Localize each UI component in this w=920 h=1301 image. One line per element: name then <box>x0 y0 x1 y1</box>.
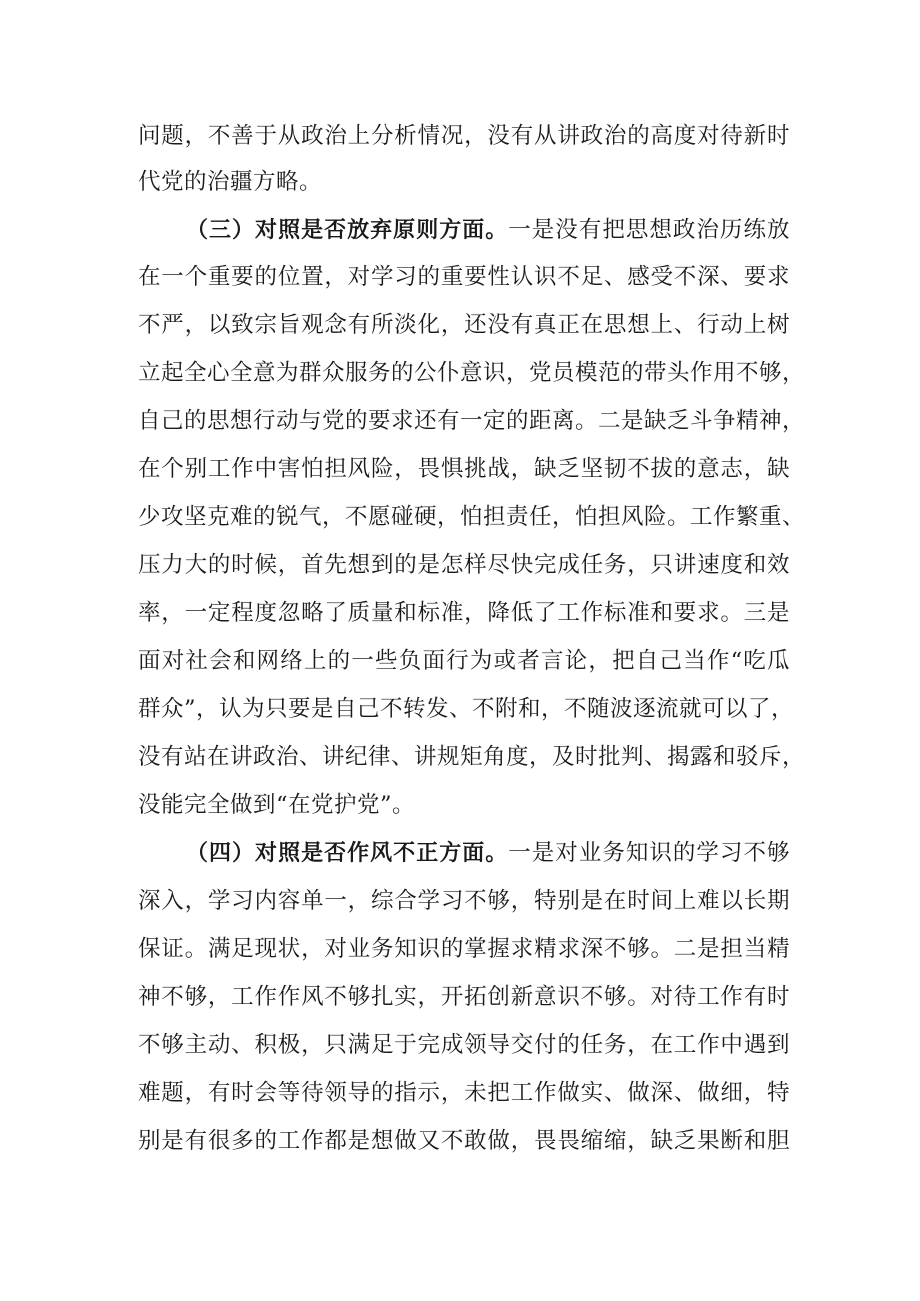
section-four-heading: （四）对照是否作风不正方面。 <box>186 841 509 866</box>
paragraph-line: 代党的治疆方略。 <box>138 169 323 195</box>
section-three-first-line <box>186 210 790 250</box>
paragraph-line: 别是有很多的工作都是想做又不敢做，畏畏缩缩，缺乏果断和胆 <box>138 1128 790 1154</box>
paragraph-line: 少攻坚克难的锐气，不愿碰硬，怕担责任，怕担风险。工作繁重、 <box>138 504 806 530</box>
paragraph-line: 不严，以致宗旨观念有所淡化，还没有真正在思想上、行动上树 <box>138 312 790 338</box>
section-three-text: 一是没有把思想政治历练放 <box>508 217 790 243</box>
paragraph-line: 在个别工作中害怕担风险，畏惧挑战，缺乏坚韧不拔的意志，缺 <box>138 456 790 482</box>
paragraph-line: 在一个重要的位置，对学习的重要性认识不足、感受不深、要求 <box>138 264 790 290</box>
paragraph-line: 问题，不善于从政治上分析情况，没有从讲政治的高度对待新时 <box>138 123 790 149</box>
section-four-first-line <box>186 833 790 873</box>
paragraph-line: 难题，有时会等待领导的指示，未把工作做实、做深、做细，特 <box>138 1080 790 1106</box>
paragraph-line: 面对社会和网络上的一些负面行为或者言论，把自己当作“吃瓜 <box>138 648 790 674</box>
section-three-heading: （三）对照是否放弃原则方面。 <box>186 218 509 243</box>
paragraph-line: 率，一定程度忽略了质量和标准，降低了工作标准和要求。三是 <box>138 600 790 626</box>
paragraph-line: 自己的思想行动与党的要求还有一定的距离。二是缺乏斗争精神， <box>138 408 806 434</box>
paragraph-line: 保证。满足现状，对业务知识的掌握求精求深不够。二是担当精 <box>138 936 790 962</box>
paragraph-line: 压力大的时候，首先想到的是怎样尽快完成任务，只讲速度和效 <box>138 552 790 578</box>
paragraph-line: 深入，学习内容单一，综合学习不够，特别是在时间上难以长期 <box>138 888 790 914</box>
paragraph-line: 群众”，认为只要是自己不转发、不附和，不随波逐流就可以了， <box>138 696 795 722</box>
paragraph-line: 神不够，工作作风不够扎实，开拓创新意识不够。对待工作有时 <box>138 984 790 1010</box>
paragraph-line: 没有站在讲政治、讲纪律、讲规矩角度，及时批判、揭露和驳斥， <box>138 744 806 770</box>
paragraph-line: 立起全心全意为群众服务的公仆意识，党员模范的带头作用不够， <box>138 360 806 386</box>
section-four-text: 一是对业务知识的学习不够 <box>508 840 790 866</box>
paragraph-line: 不够主动、积极，只满足于完成领导交付的任务，在工作中遇到 <box>138 1032 790 1058</box>
paragraph-line: 没能完全做到“在党护党”。 <box>138 792 416 818</box>
